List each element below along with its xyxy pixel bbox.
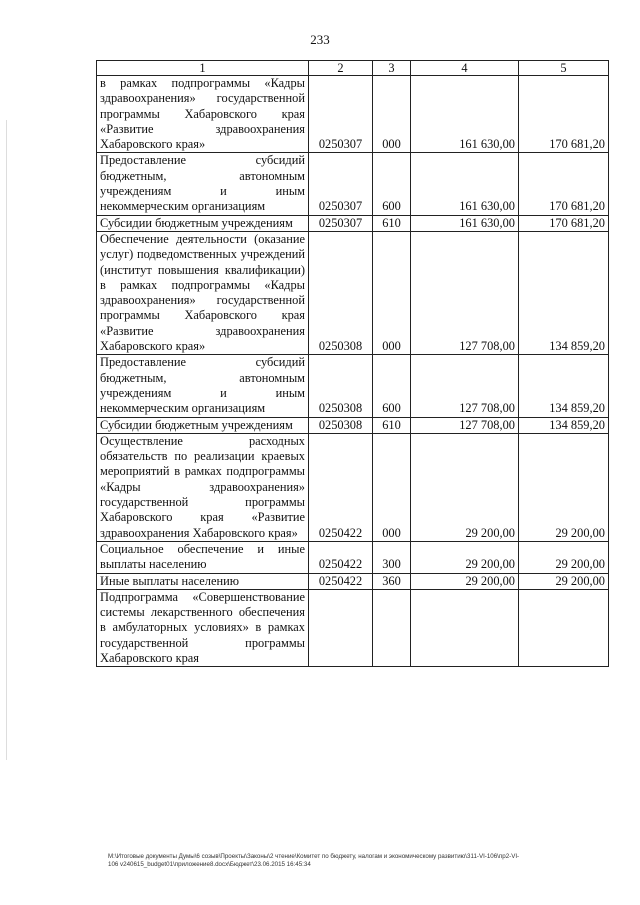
table-row (97, 153, 609, 215)
row-target-code: 0250307 (309, 215, 373, 231)
column-header-sum-2017: 5 (519, 61, 609, 76)
row-expense-type: 000 (373, 76, 411, 153)
binding-edge (6, 120, 7, 760)
budget-table (96, 60, 609, 667)
row-sum-1: 29 200,00 (411, 433, 519, 541)
row-sum-1: 127 708,00 (411, 417, 519, 433)
row-sum-2: 134 859,20 (519, 231, 609, 354)
row-name: Предоставление субсидий бюджетным, автономным учреждениям и иным некоммерческим организациям (97, 153, 309, 215)
page-number: 233 (310, 32, 330, 47)
row-name: Иные выплаты населению (97, 573, 309, 589)
row-sum-2: 29 200,00 (519, 541, 609, 573)
row-name: Социальное обеспечение и иные выплаты населению (97, 541, 309, 573)
row-sum-1: 161 630,00 (411, 153, 519, 215)
table-row (97, 355, 609, 417)
row-sum-1: 127 708,00 (411, 231, 519, 354)
row-sum-1 (411, 589, 519, 666)
row-target-code: 0250422 (309, 573, 373, 589)
footer-path-line-1: M:\Итоговые документы Думы\6 созыв\Проекты\Законы\2 чтение\Комитет по бюджету, налогам и экономическому развитию\311-VI-106\пр2-VI- (108, 853, 520, 860)
row-name: Подпрограмма «Совершенствование системы лекарственного обеспечения в амбулаторных условиях» в рамках государственной программы Хабаровского края (97, 589, 309, 666)
row-sum-1: 161 630,00 (411, 76, 519, 153)
row-sum-2: 29 200,00 (519, 433, 609, 541)
row-expense-type: 610 (373, 215, 411, 231)
row-expense-type: 600 (373, 355, 411, 417)
row-target-code: 0250308 (309, 355, 373, 417)
row-sum-1: 29 200,00 (411, 573, 519, 589)
row-expense-type: 600 (373, 153, 411, 215)
row-target-code (309, 589, 373, 666)
row-sum-1: 127 708,00 (411, 355, 519, 417)
row-name: Предоставление субсидий бюджетным, автономным учреждениям и иным некоммерческим организациям (97, 355, 309, 417)
table-row (97, 541, 609, 573)
row-sum-1: 161 630,00 (411, 215, 519, 231)
row-sum-1: 29 200,00 (411, 541, 519, 573)
row-expense-type (373, 589, 411, 666)
row-target-code: 0250422 (309, 433, 373, 541)
footer-path-line-2: 106 v240615_budget01\приложение8.docx\Бюджет\23.06.2015 16:45:34 (108, 861, 311, 868)
row-sum-2 (519, 589, 609, 666)
column-header-sum-2016: 4 (411, 61, 519, 76)
row-expense-type: 360 (373, 573, 411, 589)
table-header-row (97, 61, 609, 76)
table-row (97, 573, 609, 589)
row-sum-2: 29 200,00 (519, 573, 609, 589)
row-target-code: 0250307 (309, 76, 373, 153)
row-target-code: 0250422 (309, 541, 373, 573)
row-sum-2: 170 681,20 (519, 215, 609, 231)
table-row (97, 433, 609, 541)
row-expense-type: 000 (373, 231, 411, 354)
row-expense-type: 000 (373, 433, 411, 541)
row-target-code: 0250308 (309, 417, 373, 433)
row-name: Субсидии бюджетным учреждениям (97, 417, 309, 433)
column-header-type: 3 (373, 61, 411, 76)
row-name: Обеспечение деятельности (оказание услуг) подведомственных учреждений (институт повышения квалификации) в рамках подпрограммы «Кадры здравоохранения» государственной программы Хабаровского края «Развитие здравоохранения Хабаровского края» (97, 231, 309, 354)
table-row (97, 417, 609, 433)
table-row (97, 231, 609, 354)
row-target-code: 0250308 (309, 231, 373, 354)
file-path-footer (108, 853, 620, 869)
row-name: в рамках подпрограммы «Кадры здравоохранения» государственной программы Хабаровского края «Развитие здравоохранения Хабаровского края» (97, 76, 309, 153)
table-row (97, 215, 609, 231)
column-header-code: 2 (309, 61, 373, 76)
row-name: Субсидии бюджетным учреждениям (97, 215, 309, 231)
row-expense-type: 300 (373, 541, 411, 573)
table-row (97, 589, 609, 666)
row-sum-2: 170 681,20 (519, 153, 609, 215)
row-sum-2: 134 859,20 (519, 355, 609, 417)
column-header-name: 1 (97, 61, 309, 76)
row-expense-type: 610 (373, 417, 411, 433)
row-name: Осуществление расходных обязательств по реализации краевых мероприятий в рамках подпрограммы «Кадры здравоохранения» государственной программы Хабаровского края «Развитие здравоохранения Хабаровского края» (97, 433, 309, 541)
table-row (97, 76, 609, 153)
row-target-code: 0250307 (309, 153, 373, 215)
row-sum-2: 134 859,20 (519, 417, 609, 433)
row-sum-2: 170 681,20 (519, 76, 609, 153)
